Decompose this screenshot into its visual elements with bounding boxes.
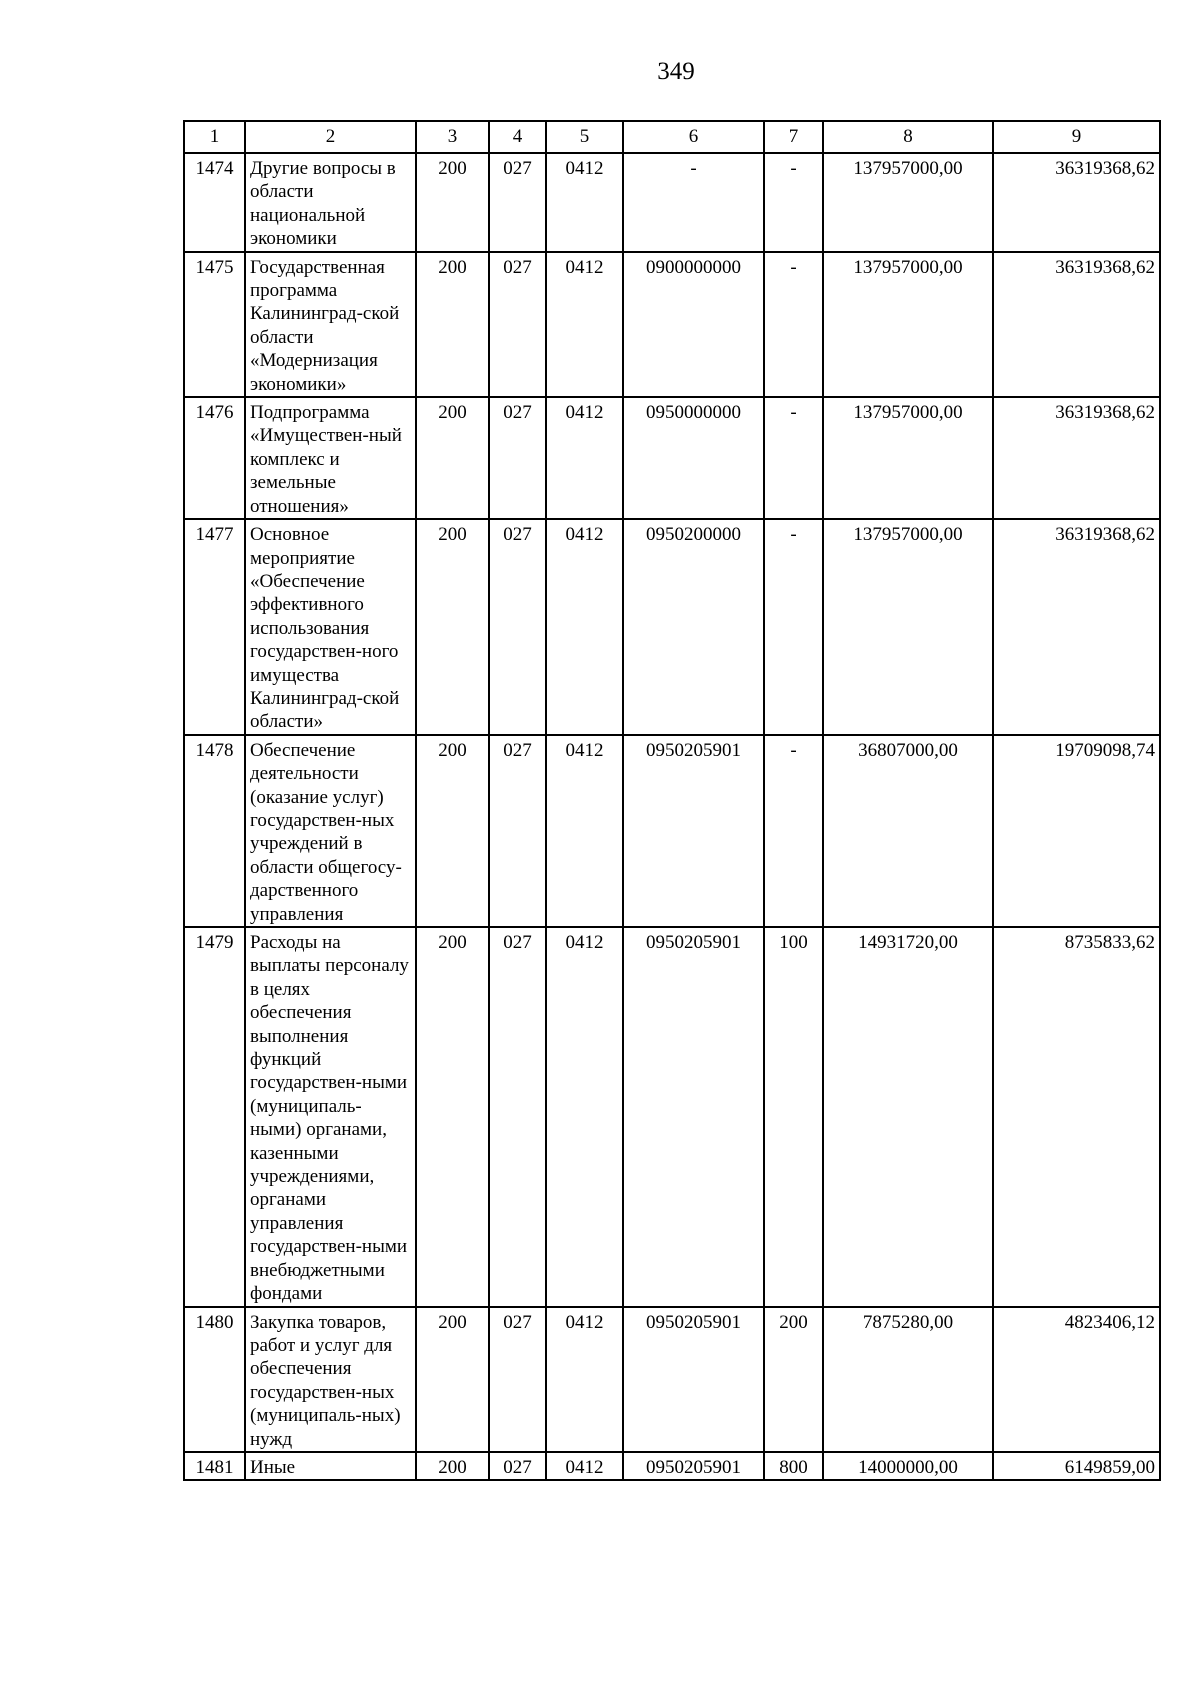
row-col7: 800 bbox=[764, 1452, 823, 1480]
row-number: 1474 bbox=[184, 153, 245, 252]
row-col3: 200 bbox=[416, 519, 489, 735]
row-name: Государственная программа Калининград-ской области «Модернизация экономики» bbox=[245, 252, 416, 397]
row-col9: 36319368,62 bbox=[993, 153, 1160, 252]
table-row bbox=[184, 397, 1160, 519]
table-row bbox=[184, 252, 1160, 397]
row-col9: 36319368,62 bbox=[993, 397, 1160, 519]
row-col8: 137957000,00 bbox=[823, 519, 993, 735]
row-col3: 200 bbox=[416, 1307, 489, 1452]
row-col7: 200 bbox=[764, 1307, 823, 1452]
table-row bbox=[184, 1307, 1160, 1452]
table-row bbox=[184, 1452, 1160, 1480]
row-col7: 100 bbox=[764, 927, 823, 1307]
row-col6: 0950205901 bbox=[623, 1307, 764, 1452]
col-header-2: 2 bbox=[245, 121, 416, 153]
row-col9: 36319368,62 bbox=[993, 519, 1160, 735]
col-header-5: 5 bbox=[546, 121, 623, 153]
row-col9: 6149859,00 bbox=[993, 1452, 1160, 1480]
row-name: Основное мероприятие «Обеспечение эффективного использования государствен-ного имущества Калининград-ской области» bbox=[245, 519, 416, 735]
row-col6: 0950205901 bbox=[623, 927, 764, 1307]
row-col5: 0412 bbox=[546, 153, 623, 252]
row-col4: 027 bbox=[489, 927, 546, 1307]
row-number: 1476 bbox=[184, 397, 245, 519]
row-name: Обеспечение деятельности (оказание услуг) государствен-ных учреждений в области общегосу-дарственного управления bbox=[245, 735, 416, 927]
row-col8: 137957000,00 bbox=[823, 252, 993, 397]
row-col6: 0900000000 bbox=[623, 252, 764, 397]
col-header-4: 4 bbox=[489, 121, 546, 153]
row-col7: - bbox=[764, 252, 823, 397]
row-col4: 027 bbox=[489, 153, 546, 252]
row-name: Другие вопросы в области национальной экономики bbox=[245, 153, 416, 252]
row-col5: 0412 bbox=[546, 1307, 623, 1452]
row-col6: 0950000000 bbox=[623, 397, 764, 519]
row-col5: 0412 bbox=[546, 252, 623, 397]
table-row bbox=[184, 927, 1160, 1307]
row-col4: 027 bbox=[489, 252, 546, 397]
row-name: Подпрограмма «Имуществен-ный комплекс и земельные отношения» bbox=[245, 397, 416, 519]
row-col3: 200 bbox=[416, 153, 489, 252]
row-col9: 8735833,62 bbox=[993, 927, 1160, 1307]
row-col7: - bbox=[764, 735, 823, 927]
row-name: Иные bbox=[245, 1452, 416, 1480]
row-col8: 14931720,00 bbox=[823, 927, 993, 1307]
row-col8: 137957000,00 bbox=[823, 153, 993, 252]
row-number: 1480 bbox=[184, 1307, 245, 1452]
budget-table bbox=[183, 120, 1161, 1481]
row-col4: 027 bbox=[489, 735, 546, 927]
row-col6: 0950205901 bbox=[623, 735, 764, 927]
header-row bbox=[184, 121, 1160, 153]
row-col5: 0412 bbox=[546, 397, 623, 519]
row-col5: 0412 bbox=[546, 1452, 623, 1480]
row-col6: - bbox=[623, 153, 764, 252]
row-col7: - bbox=[764, 397, 823, 519]
row-col4: 027 bbox=[489, 519, 546, 735]
row-col5: 0412 bbox=[546, 927, 623, 1307]
row-col8: 14000000,00 bbox=[823, 1452, 993, 1480]
row-col8: 36807000,00 bbox=[823, 735, 993, 927]
col-header-1: 1 bbox=[184, 121, 245, 153]
table-row bbox=[184, 735, 1160, 927]
row-col9: 19709098,74 bbox=[993, 735, 1160, 927]
row-col3: 200 bbox=[416, 1452, 489, 1480]
table-row bbox=[184, 153, 1160, 252]
row-number: 1479 bbox=[184, 927, 245, 1307]
row-col8: 7875280,00 bbox=[823, 1307, 993, 1452]
row-number: 1481 bbox=[184, 1452, 245, 1480]
row-number: 1477 bbox=[184, 519, 245, 735]
row-number: 1475 bbox=[184, 252, 245, 397]
row-col5: 0412 bbox=[546, 735, 623, 927]
row-name: Закупка товаров, работ и услуг для обеспечения государствен-ных (муниципаль-ных) нужд bbox=[245, 1307, 416, 1452]
row-col4: 027 bbox=[489, 1452, 546, 1480]
page-number: 349 bbox=[657, 58, 695, 85]
row-col7: - bbox=[764, 519, 823, 735]
row-col9: 36319368,62 bbox=[993, 252, 1160, 397]
row-col4: 027 bbox=[489, 397, 546, 519]
row-name: Расходы на выплаты персоналу в целях обеспечения выполнения функций государствен-ными (муниципаль-ными) органами, казенными учреждениями, органами управления государствен-ными внебюджетными фондами bbox=[245, 927, 416, 1307]
row-col7: - bbox=[764, 153, 823, 252]
row-col6: 0950200000 bbox=[623, 519, 764, 735]
row-col3: 200 bbox=[416, 252, 489, 397]
row-col5: 0412 bbox=[546, 519, 623, 735]
row-col3: 200 bbox=[416, 397, 489, 519]
col-header-9: 9 bbox=[993, 121, 1160, 153]
table-row bbox=[184, 519, 1160, 735]
row-number: 1478 bbox=[184, 735, 245, 927]
col-header-3: 3 bbox=[416, 121, 489, 153]
row-col3: 200 bbox=[416, 735, 489, 927]
col-header-7: 7 bbox=[764, 121, 823, 153]
row-col3: 200 bbox=[416, 927, 489, 1307]
row-col9: 4823406,12 bbox=[993, 1307, 1160, 1452]
row-col6: 0950205901 bbox=[623, 1452, 764, 1480]
col-header-6: 6 bbox=[623, 121, 764, 153]
row-col8: 137957000,00 bbox=[823, 397, 993, 519]
col-header-8: 8 bbox=[823, 121, 993, 153]
row-col4: 027 bbox=[489, 1307, 546, 1452]
